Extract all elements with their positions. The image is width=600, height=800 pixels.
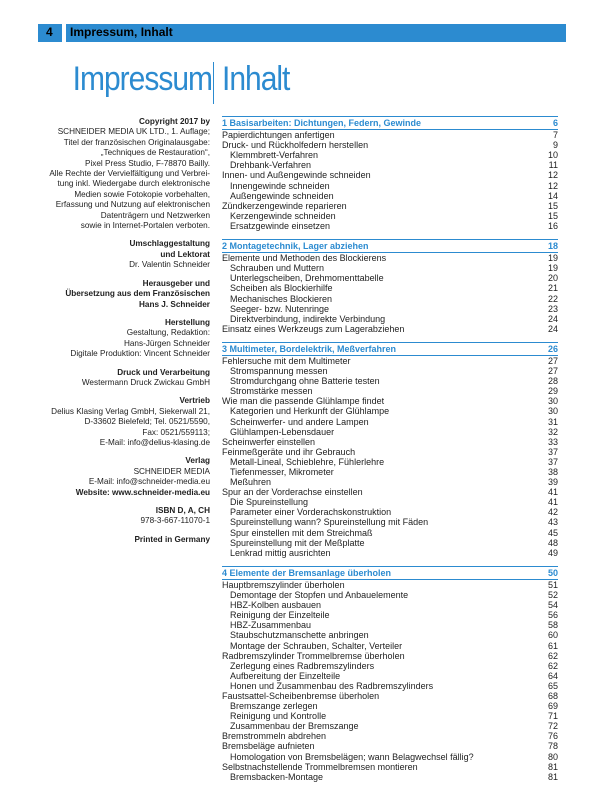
toc-section-title: 4 Elemente der Bremsanlage überholen [222, 567, 392, 578]
impressum-heading: Herausgeber und [142, 278, 210, 288]
toc-entry-title: Montage der Schrauben, Schalter, Verteiler [230, 640, 403, 651]
toc-entry[interactable] [222, 610, 558, 620]
toc-entry[interactable] [222, 772, 558, 782]
toc-entry-page: 71 [547, 711, 558, 722]
toc-entry-page: 81 [547, 771, 558, 782]
toc-entry-title: Druck- und Rückholfedern herstellen [222, 140, 369, 151]
toc-section-title: 1 Basisarbeiten: Dichtungen, Federn, Gewinde [222, 118, 422, 128]
toc-section-page: 26 [547, 343, 558, 354]
toc-entry[interactable] [222, 721, 558, 731]
toc-entry[interactable] [222, 528, 558, 538]
toc-entry[interactable] [222, 600, 558, 610]
toc-entry-page: 56 [547, 610, 558, 621]
toc-entry-title: Einsatz eines Werkzeugs zum Lagerabziehen [222, 323, 405, 334]
toc-entry[interactable] [222, 417, 558, 427]
toc-entry[interactable] [222, 263, 558, 273]
toc-entry-title: Bremszange zerlegen [230, 701, 318, 712]
toc-entry-page: 9 [552, 140, 558, 151]
toc-entry-title: Radbremszylinder Trommelbremse überholen [222, 650, 405, 661]
toc-entry-page: 19 [547, 263, 558, 274]
toc-entry[interactable] [222, 457, 558, 467]
toc-entry[interactable] [222, 681, 558, 691]
toc-entry-page: 12 [547, 180, 558, 191]
toc-entry-page: 51 [547, 579, 558, 590]
toc-entry[interactable] [222, 538, 558, 548]
toc-entry-title: Spureinstellung mit der Meßplatte [230, 537, 365, 548]
toc-section-heading[interactable] [222, 116, 558, 130]
toc-entry[interactable] [222, 211, 558, 221]
toc-entry-title: Zündkerzengewinde reparieren [222, 200, 347, 211]
toc-entry-title: Scheinwerfer einstellen [222, 436, 316, 447]
impressum-line: Titel der französischen Originalausgabe: [63, 137, 210, 147]
impressum-heading: Vertrieb [179, 396, 210, 406]
toc-entry-title: Bremsbeläge aufnieten [222, 741, 315, 752]
toc-section-page: 6 [552, 118, 558, 128]
toc-entry[interactable] [222, 487, 558, 497]
impressum-line: Datenträgern und Netzwerken [100, 210, 210, 220]
toc-entry[interactable] [222, 170, 558, 180]
toc-entry-page: 45 [547, 527, 558, 538]
toc-section [222, 342, 558, 558]
toc-entry-title: Kerzengewinde schneiden [230, 210, 336, 221]
toc-entry[interactable] [222, 651, 558, 661]
impressum-block [20, 535, 210, 545]
toc-entry-title: Papierdichtungen anfertigen [222, 130, 335, 141]
toc-entry[interactable] [222, 396, 558, 406]
toc-section [222, 566, 558, 782]
impressum-heading: ISBN D, A, CH [155, 506, 210, 515]
impressum-block [20, 318, 210, 360]
toc-entry-title: Aufbereitung der Einzelteile [230, 670, 341, 681]
toc-entry[interactable] [222, 427, 558, 437]
toc-section-heading[interactable] [222, 239, 558, 253]
title-impressum: Impressum [72, 60, 212, 98]
toc-entry-title: Bremstrommeln abdrehen [222, 731, 327, 742]
toc-section-page: 18 [547, 241, 558, 252]
impressum-line: Westermann Druck Zwickau GmbH [81, 377, 210, 387]
toc-entry-title: Stromspannung messen [230, 366, 328, 377]
toc-entry-title: Ersatzgewinde einsetzen [230, 220, 331, 231]
impressum-block [20, 506, 210, 527]
toc-entry[interactable] [222, 201, 558, 211]
toc-entry-page: 72 [547, 721, 558, 732]
toc-entry-title: Stromdurchgang ohne Batterie testen [230, 376, 380, 387]
toc-entry[interactable] [222, 273, 558, 283]
toc-entry[interactable] [222, 711, 558, 721]
toc-entry-title: Scheiben als Blockierhilfe [230, 283, 333, 294]
toc-entry-title: Innengewinde schneiden [230, 180, 330, 191]
toc-entry[interactable] [222, 671, 558, 681]
impressum-line: SCHNEIDER MEDIA UK LTD., 1. Auflage; [57, 127, 210, 137]
toc-entry-title: Stromstärke messen [230, 386, 313, 397]
toc-entry-title: Spureinstellung wann? Spureinstellung mit Fäden [230, 517, 429, 528]
toc-entry[interactable] [222, 356, 558, 366]
toc-entry-title: Spur an der Vorderachse einstellen [222, 487, 363, 498]
impressum-heading: Verlag [185, 456, 210, 466]
toc-entry-page: 54 [547, 600, 558, 611]
toc-entry-title: Wie man die passende Glühlampe findet [222, 396, 385, 407]
toc-entry-title: Hauptbremszylinder überholen [222, 579, 345, 590]
impressum-website[interactable]: Website: www.schneider-media.eu [75, 487, 210, 497]
toc-entry-title: Elemente und Methoden des Blockierens [222, 253, 387, 264]
toc-entry-title: Homologation von Bremsbelägen; wann Belagwechsel fällig? [230, 751, 474, 762]
toc-entry-page: 24 [547, 313, 558, 324]
toc-entry-title: Klemmbrett-Verfahren [230, 150, 319, 161]
toc-entry[interactable] [222, 701, 558, 711]
toc-entry[interactable] [222, 406, 558, 416]
toc-entry-title: Innen- und Außengewinde schneiden [222, 170, 371, 181]
toc-entry-page: 81 [547, 761, 558, 772]
toc-entry-page: 49 [547, 547, 558, 558]
toc-entry-title: Unterlegscheiben, Drehmomenttabelle [230, 273, 384, 284]
toc-entry-page: 31 [547, 416, 558, 427]
toc-entry-title: Außengewinde schneiden [230, 190, 334, 201]
toc-entry-page: 80 [547, 751, 558, 762]
impressum-line: SCHNEIDER MEDIA [133, 466, 210, 476]
impressum-line: tung inkl. Wiedergabe durch elektronische [57, 179, 210, 189]
toc-entry-title: Seeger- bzw. Nutenringe [230, 303, 330, 314]
toc-entry[interactable] [222, 630, 558, 640]
impressum-line: Dr. Valentin Schneider [129, 260, 210, 270]
toc-entry-title: Parameter einer Vorderachskonstruktion [230, 507, 392, 518]
toc-entry-page: 64 [547, 670, 558, 681]
toc-entry-title: Reinigung und Kontrolle [230, 711, 327, 722]
toc-entry[interactable] [222, 467, 558, 477]
toc-entry[interactable] [222, 304, 558, 314]
title-inhalt: Inhalt [222, 60, 290, 98]
impressum-heading: Herstellung [164, 317, 210, 327]
impressum-block [20, 117, 210, 231]
impressum-line: E-Mail: info@delius-klasing.de [99, 437, 210, 447]
toc-entry[interactable] [222, 620, 558, 630]
toc-entry-title: Demontage der Stopfen und Anbauelemente [230, 590, 409, 601]
toc-entry[interactable] [222, 497, 558, 507]
toc-entry-title: Reinigung der Einzelteile [230, 610, 330, 621]
toc-entry-page: 24 [547, 323, 558, 334]
impressum-line: Fax: 0521/559113; [142, 427, 210, 437]
impressum-line: Pixel Press Studio, F-78870 Bailly. [85, 158, 210, 168]
toc-entry-page: 37 [547, 446, 558, 457]
toc-entry[interactable] [222, 580, 558, 590]
toc-entry[interactable] [222, 140, 558, 150]
toc-entry[interactable] [222, 741, 558, 751]
toc-entry[interactable] [222, 477, 558, 487]
toc-entry[interactable] [222, 366, 558, 376]
toc-entry-title: Mechanisches Blockieren [230, 293, 333, 304]
toc-entry-page: 14 [547, 190, 558, 201]
impressum-line: sowie in Internet-Portalen verboten. [80, 221, 210, 231]
toc-entry[interactable] [222, 283, 558, 293]
toc-entry[interactable] [222, 181, 558, 191]
toc-entry-title: Zusammenbau der Bremszange [230, 721, 359, 732]
toc-entry-page: 27 [547, 355, 558, 366]
toc-entry-page: 61 [547, 640, 558, 651]
toc-entry-title: Kategorien und Herkunft der Glühlampe [230, 406, 390, 417]
impressum-block [20, 279, 210, 310]
impressum-block [20, 456, 210, 498]
impressum-line: Delius Klasing Verlag GmbH, Siekerwall 21, [51, 406, 210, 416]
toc-entry[interactable] [222, 517, 558, 527]
toc-entry[interactable] [222, 253, 558, 263]
toc-entry-title: Fehlersuche mit dem Multimeter [222, 355, 351, 366]
toc-section-title: 3 Multimeter, Bordelektrik, Meßverfahren [222, 343, 397, 354]
impressum-line: Medien sowie Fotokopie vorbehalten, [74, 189, 210, 199]
toc-entry-page: 43 [547, 517, 558, 528]
toc-entry[interactable] [222, 160, 558, 170]
toc-entry[interactable] [222, 590, 558, 600]
impressum-line: und Lektorat [160, 249, 210, 259]
toc-entry-title: Glühlampen-Lebensdauer [230, 426, 335, 437]
toc-entry-title: Staubschutzmanschette anbringen [230, 630, 369, 641]
impressum-line: Hans-Jürgen Schneider [123, 338, 210, 348]
toc-entry-page: 60 [547, 630, 558, 641]
header-label: Impressum, Inhalt [70, 25, 173, 39]
toc-entry-title: Zerlegung eines Radbremszylinders [230, 660, 375, 671]
toc-entry-title: Scheinwerfer- und andere Lampen [230, 416, 369, 427]
impressum-line: Alle Rechte der Vervielfältigung und Verbrei- [49, 169, 210, 179]
toc-entry-page: 23 [547, 303, 558, 314]
toc-entry-title: Feinmeßgeräte und ihr Gebrauch [222, 446, 356, 457]
table-of-contents [222, 116, 558, 790]
toc-entry-page: 62 [547, 650, 558, 661]
toc-entry-title: Selbstnachstellende Trommelbremsen montieren [222, 761, 418, 772]
toc-entry[interactable] [222, 507, 558, 517]
toc-entry-page: 30 [547, 396, 558, 407]
page-number: 4 [46, 25, 53, 39]
toc-entry-page: 28 [547, 376, 558, 387]
toc-entry-page: 37 [547, 456, 558, 467]
impressum-line: Digitale Produktion: Vincent Schneider [70, 349, 210, 359]
toc-entry-page: 68 [547, 690, 558, 701]
impressum-line: E-Mail: info@schneider-media.eu [88, 477, 210, 487]
toc-entry-page: 48 [547, 537, 558, 548]
toc-entry-title: HBZ-Zusammenbau [230, 620, 312, 631]
toc-entry-title: Honen und Zusammenbau des Radbremszylinders [230, 680, 434, 691]
toc-section-heading[interactable] [222, 342, 558, 356]
impressum-line: 978-3-667-11070-1 [140, 516, 210, 526]
impressum-heading: Umschlaggestaltung [129, 239, 210, 249]
toc-entry-page: 20 [547, 273, 558, 284]
toc-entry-page: 29 [547, 386, 558, 397]
toc-entry-page: 27 [547, 366, 558, 377]
toc-entry[interactable] [222, 294, 558, 304]
toc-entry[interactable] [222, 762, 558, 772]
toc-entry-page: 78 [547, 741, 558, 752]
toc-section [222, 239, 558, 334]
impressum-line: D-33602 Bielefeld; Tel. 0521/5590, [84, 417, 210, 427]
toc-entry[interactable] [222, 314, 558, 324]
toc-entry-page: 41 [547, 497, 558, 508]
toc-entry-page: 62 [547, 660, 558, 671]
toc-entry-title: Metall-Lineal, Schieblehre, Fühlerlehre [230, 456, 385, 467]
toc-entry-page: 30 [547, 406, 558, 417]
toc-entry-page: 33 [547, 436, 558, 447]
impressum-heading: Copyright 2017 by [139, 117, 210, 126]
toc-entry-title: Meßuhren [230, 477, 272, 488]
toc-entry-page: 58 [547, 620, 558, 631]
toc-section-page: 50 [547, 567, 558, 578]
impressum-line: „Techniques de Restauration“, [100, 148, 210, 158]
toc-section [222, 116, 558, 231]
page-header-bar [38, 24, 566, 42]
toc-entry-title: Schrauben und Muttern [230, 263, 325, 274]
toc-entry-page: 16 [547, 220, 558, 231]
toc-entry[interactable] [222, 376, 558, 386]
toc-entry-page: 52 [547, 590, 558, 601]
toc-entry-page: 39 [547, 477, 558, 488]
impressum-line: Hans J. Schneider [139, 299, 210, 309]
toc-entry-page: 21 [547, 283, 558, 294]
toc-entry[interactable] [222, 437, 558, 447]
toc-entry-page: 41 [547, 487, 558, 498]
toc-entry[interactable] [222, 641, 558, 651]
impressum-heading: Druck und Verarbeitung [117, 367, 210, 377]
impressum-line: Erfassung und Nutzung auf elektronischen [55, 200, 210, 210]
toc-entry-title: Direktverbindung, indirekte Verbindung [230, 313, 386, 324]
toc-entry-page: 42 [547, 507, 558, 518]
toc-entry-title: Bremsbacken-Montage [230, 771, 324, 782]
title-divider [213, 62, 214, 104]
toc-entry-title: Spur einstellen mit dem Streichmaß [230, 527, 373, 538]
toc-entry-title: Faustsattel-Scheibenbremse überholen [222, 690, 380, 701]
toc-entry-page: 15 [547, 210, 558, 221]
toc-entry[interactable] [222, 150, 558, 160]
toc-entry-page: 15 [547, 200, 558, 211]
impressum-block [20, 368, 210, 389]
toc-entry-page: 32 [547, 426, 558, 437]
toc-entry-page: 65 [547, 680, 558, 691]
toc-entry[interactable] [222, 191, 558, 201]
toc-entry[interactable] [222, 752, 558, 762]
toc-section-title: 2 Montagetechnik, Lager abziehen [222, 241, 369, 252]
toc-entry-page: 69 [547, 701, 558, 712]
toc-entry[interactable] [222, 130, 558, 140]
toc-entry-page: 19 [547, 253, 558, 264]
toc-entry-page: 12 [547, 170, 558, 181]
toc-entry[interactable] [222, 324, 558, 334]
toc-entry[interactable] [222, 731, 558, 741]
toc-entry-title: Die Spureinstellung [230, 497, 309, 508]
header-divider [62, 24, 66, 42]
toc-entry-title: Lenkrad mittig ausrichten [230, 547, 331, 558]
toc-entry[interactable] [222, 661, 558, 671]
toc-entry[interactable] [222, 221, 558, 231]
impressum-block [20, 239, 210, 270]
impressum-line: Gestaltung, Redaktion: [126, 328, 210, 338]
toc-entry[interactable] [222, 447, 558, 457]
toc-entry-page: 38 [547, 467, 558, 477]
toc-entry-page: 7 [552, 130, 558, 141]
toc-entry-title: Drehbank-Verfahren [230, 160, 312, 171]
impressum-line: Übersetzung aus dem Französischen [65, 289, 210, 299]
toc-entry-page: 10 [547, 150, 558, 161]
toc-entry-page: 22 [547, 293, 558, 304]
impressum-heading: Printed in Germany [134, 534, 210, 544]
impressum-block [20, 396, 210, 448]
toc-section-heading[interactable] [222, 566, 558, 580]
toc-entry[interactable] [222, 386, 558, 396]
toc-entry-page: 11 [548, 160, 558, 171]
impressum-column [20, 117, 210, 553]
toc-entry[interactable] [222, 691, 558, 701]
toc-entry-title: HBZ-Kolben ausbauen [230, 600, 322, 611]
toc-entry[interactable] [222, 548, 558, 558]
toc-entry-title: Tiefenmesser, Mikrometer [230, 467, 334, 477]
toc-entry-page: 76 [547, 731, 558, 742]
